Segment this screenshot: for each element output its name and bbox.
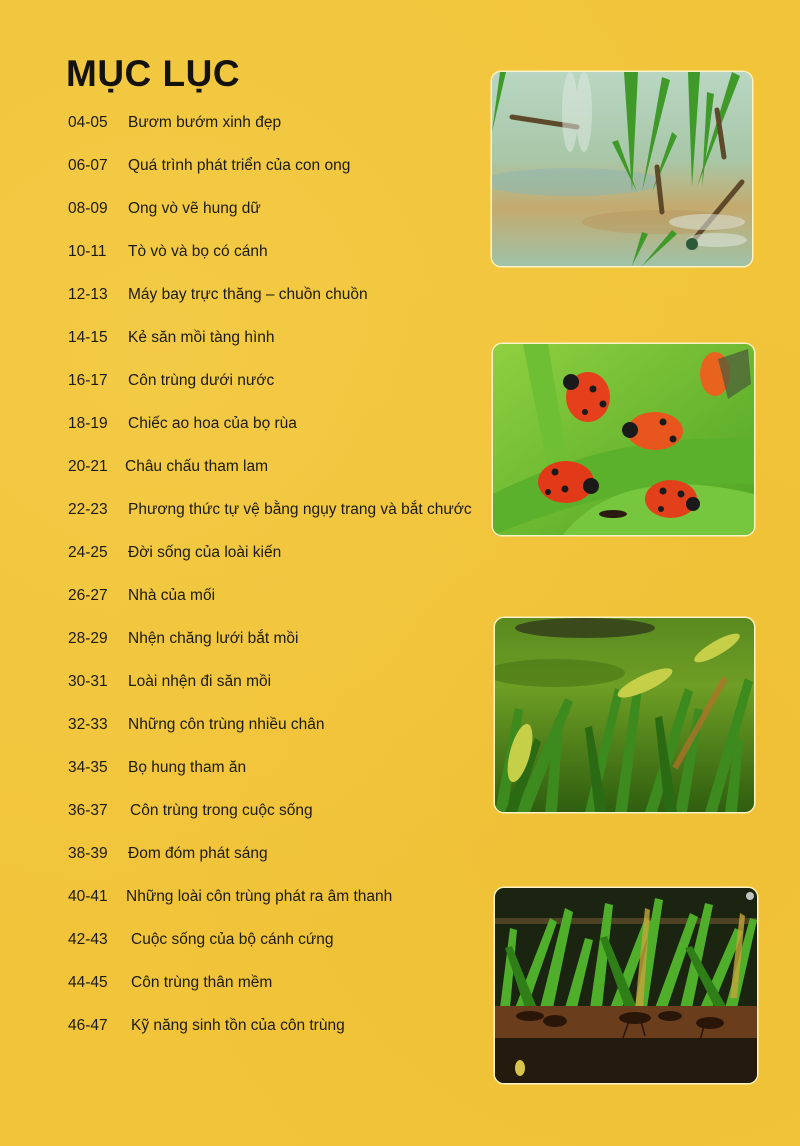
toc-page-range: 36-37: [68, 802, 108, 819]
toc-page-range: 18-19: [68, 415, 108, 432]
toc-title: Nhện chăng lưới bắt mồi: [128, 630, 299, 647]
grasshoppers-image: [495, 618, 754, 812]
toc-entry[interactable]: [68, 413, 468, 435]
toc-page-range: 38-39: [68, 845, 108, 862]
toc-title: Kẻ săn mồi tàng hình: [128, 329, 275, 346]
ladybugs-illustration: [493, 344, 754, 535]
toc-page-range: 08-09: [68, 200, 108, 217]
ants-soil-illustration: [495, 888, 757, 1083]
page-title: MỤC LỤC: [66, 53, 241, 94]
toc-entry[interactable]: [68, 542, 468, 564]
toc-title: Tò vò và bọ có cánh: [128, 243, 268, 260]
toc-entry[interactable]: [68, 456, 468, 478]
toc-entry[interactable]: [68, 241, 468, 263]
toc-entry[interactable]: [68, 1015, 468, 1037]
toc-page-range: 46-47: [68, 1017, 108, 1034]
toc-entry[interactable]: [68, 370, 468, 392]
toc-page-range: 32-33: [68, 716, 108, 733]
toc-page-range: 30-31: [68, 673, 108, 690]
toc-entry[interactable]: [68, 112, 468, 134]
toc-page-range: 06-07: [68, 157, 108, 174]
toc-entry[interactable]: [68, 585, 468, 607]
toc-title: Kỹ năng sinh tồn của côn trùng: [131, 1017, 345, 1034]
toc-title: Chiếc ao hoa của bọ rùa: [128, 415, 297, 432]
toc-title: Châu chấu tham lam: [125, 458, 269, 475]
toc-title: Máy bay trực thăng – chuồn chuồn: [128, 286, 368, 303]
toc-entry[interactable]: [68, 714, 468, 736]
toc-entry[interactable]: [68, 284, 468, 306]
ladybugs-image: [493, 344, 754, 535]
toc-page-range: 26-27: [68, 587, 108, 604]
toc-page-range: 40-41: [68, 888, 108, 905]
grasshoppers-illustration: [495, 618, 754, 812]
toc-title: Loài nhện đi săn mồi: [128, 673, 272, 690]
toc-page-range: 20-21: [68, 458, 108, 475]
toc-entry[interactable]: [68, 757, 468, 779]
toc-entry[interactable]: [68, 198, 468, 220]
toc-title: Côn trùng trong cuộc sống: [130, 802, 313, 819]
toc-title: Quá trình phát triển của con ong: [128, 157, 351, 174]
toc-page-range: 16-17: [68, 372, 108, 389]
toc-title: Côn trùng thân mềm: [131, 974, 273, 991]
toc-page-range: 10-11: [68, 243, 107, 260]
toc-entry[interactable]: [68, 800, 468, 822]
toc-entry[interactable]: [68, 327, 468, 349]
toc-entry[interactable]: [68, 499, 472, 521]
toc-page-range: 24-25: [68, 544, 108, 561]
toc-title: Côn trùng dưới nước: [128, 372, 275, 389]
toc-title: Ong vò vẽ hung dữ: [128, 200, 261, 217]
toc-title: Phương thức tự vệ bằng ngụy trang và bắt chước: [128, 501, 472, 518]
toc-entry[interactable]: [68, 843, 468, 865]
toc-entry[interactable]: [68, 155, 468, 177]
toc-title: Cuộc sống của bộ cánh cứng: [131, 931, 334, 948]
toc-page-range: 04-05: [68, 114, 108, 131]
toc-title: Nhà của mối: [128, 587, 216, 604]
toc-page-range: 14-15: [68, 329, 108, 346]
toc-entry[interactable]: [68, 929, 468, 951]
toc-entry[interactable]: [68, 886, 468, 908]
dragonfly-pond-image: [492, 72, 752, 266]
toc-title: Những côn trùng nhiều chân: [128, 716, 325, 733]
toc-page-range: 34-35: [68, 759, 108, 776]
toc-entry[interactable]: [68, 628, 468, 650]
ants-soil-image: [495, 888, 757, 1083]
toc-title: Bươm bướm xinh đẹp: [128, 114, 282, 131]
toc-title: Bọ hung tham ăn: [128, 759, 247, 776]
toc-page-range: 12-13: [68, 286, 108, 303]
toc-title: Đom đóm phát sáng: [128, 845, 268, 862]
toc-page-range: 22-23: [68, 501, 108, 518]
toc-entry[interactable]: [68, 972, 468, 994]
dragonfly-pond-illustration: [492, 72, 752, 266]
toc-page-range: 44-45: [68, 974, 108, 991]
toc-entry[interactable]: [68, 671, 468, 693]
toc-title: Đời sống của loài kiến: [128, 544, 282, 561]
toc-page-range: 28-29: [68, 630, 108, 647]
toc-page-range: 42-43: [68, 931, 108, 948]
toc-title: Những loài côn trùng phát ra âm thanh: [126, 888, 393, 905]
